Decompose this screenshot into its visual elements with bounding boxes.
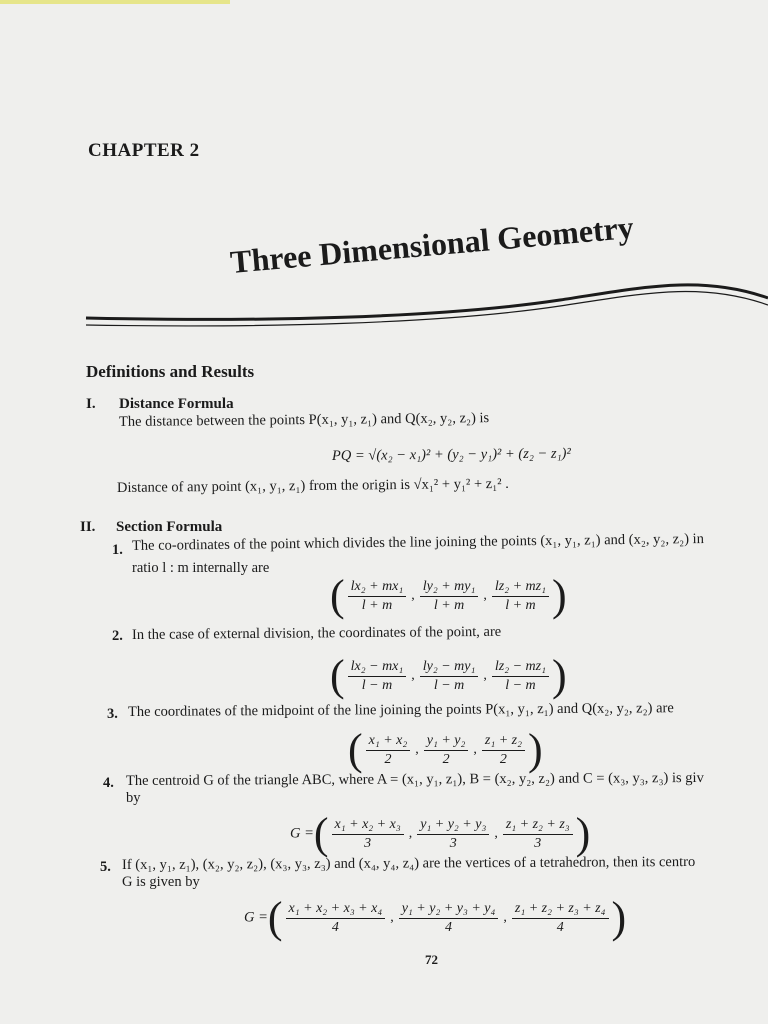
fraction: $\frac{\text{x₁ + x₂ + x₃}}{3}$ — [332, 816, 404, 853]
chapter-label: CHAPTER 2 — [88, 140, 200, 161]
fraction: $\frac{\text{y₁ + y₂ + y₃ + y₄}}{4}$ — [399, 900, 499, 937]
fraction: $\frac{\text{z₁ + z₂ + z₃ + z₄}}{4}$ — [512, 900, 609, 937]
item-4-text: The centroid G of the triangle ABC, where A = (x₁, y₁, z₁), B = (x₂, y₂, z₂) and C = (x₃, y₃, z₃) is giv — [125, 769, 704, 789]
fraction: $\frac{\text{y₁ + y₂}}{2}$ — [424, 732, 469, 769]
chapter-title: Three Dimensional Geometry — [228, 208, 636, 281]
tetrahedron-centroid-formula: G =( $\frac{\text{x₁ + x₂ + x₃ + x₄}}{4}$ , $\frac{\text{y₁ + y₂ + y₃ + y₄}}{4}$ , $\frac{\text{z₁ + z₂ + z₃ + z₄}}{4}$ ) — [244, 893, 627, 942]
item-5-text-cont: G is given by — [122, 874, 200, 890]
fraction: $\frac{\text{x₁ + x₂}}{2}$ — [366, 732, 411, 769]
external-division-formula: ( $\frac{\text{lx₂ − mx₁}}{l - m}$ , $\frac{\text{ly₂ − my₁}}{l - m}$ , $\frac{\text{lz₂ − mz₁}}{l - m}$ ) — [330, 651, 567, 700]
section-heading: Definitions and Results — [86, 362, 255, 381]
close-paren: ) — [551, 571, 567, 620]
item-1-text: The co-ordinates of the point which divides the line joining the points (x₁, y₁, z₁) and (x₂, y₂, z₂) in — [131, 531, 705, 554]
item-3-number: 3. — [107, 706, 118, 722]
item-3-text: The coordinates of the midpoint of the line joining the points P(x₁, y₁, z₁) and Q(x₂, y₂, z₂) are — [127, 700, 674, 720]
fraction: $\frac{\text{z₁ + z₂}}{2}$ — [482, 732, 525, 769]
item-5-number: 5. — [100, 859, 111, 875]
item-4-number: 4. — [103, 775, 114, 791]
item-4-text-cont: by — [126, 790, 141, 806]
fraction: $\frac{\text{ly₂ + my₁}}{l + m}$ — [420, 578, 479, 615]
fraction: $\frac{\text{lx₂ − mx₁}}{l - m}$ — [348, 658, 407, 695]
section-2-heading: Section Formula — [116, 519, 223, 535]
open-paren: ( — [330, 571, 345, 620]
origin-distance-text: Distance of any point (x₁, y₁, z₁) from the origin is √x₁² + y₁² + z₁² . — [116, 475, 509, 496]
internal-division-formula: ( $\frac{\text{lx₂ + mx₁}}{l + m}$ , $\frac{\text{ly₂ + my₁}}{l + m}$ , $\frac{\text{lz₂ + mz₁}}{l + m}$ ) — [330, 571, 567, 620]
fraction: $\frac{\text{z₁ + z₂ + z₃}}{3}$ — [503, 816, 573, 853]
triangle-centroid-formula: G =( $\frac{\text{x₁ + x₂ + x₃}}{3}$ , $\frac{\text{y₁ + y₂ + y₃}}{3}$ , $\frac{\text{z₁ + z₂ + z₃}}{3}$ ) — [290, 809, 591, 858]
item-1-text-cont: ratio l : m internally are — [132, 560, 270, 576]
midpoint-formula: ( $\frac{\text{x₁ + x₂}}{2}$ , $\frac{\text{y₁ + y₂}}{2}$ , $\frac{\text{z₁ + z₂}}{2}$ ) — [348, 725, 543, 774]
distance-formula: PQ = √(x₂ − x₁)² + (y₂ − y₁)² + (z₂ − z₁)² — [331, 445, 571, 464]
fraction: $\frac{\text{x₁ + x₂ + x₃ + x₄}}{4}$ — [286, 900, 386, 937]
item-1-number: 1. — [112, 542, 123, 558]
item-2-text: In the case of external division, the coordinates of the point, are — [131, 623, 502, 643]
fraction: $\frac{\text{lz₂ − mz₁}}{l - m}$ — [492, 658, 549, 695]
item-5-text: If (x₁, y₁, z₁), (x₂, y₂, z₂), (x₃, y₃, z₃) and (x₄, y₄, z₄) are the vertices of a tetrahedron, then its centro — [121, 853, 696, 873]
page-number: 72 — [425, 952, 438, 967]
section-1-heading: Distance Formula — [119, 396, 234, 412]
distance-text: The distance between the points P(x₁, y₁, z₁) and Q(x₂, y₂, z₂) is — [118, 410, 490, 430]
section-2-number: II. — [80, 519, 96, 535]
fraction: $\frac{\text{y₁ + y₂ + y₃}}{3}$ — [417, 816, 489, 853]
fraction: $\frac{\text{lx₂ + mx₁}}{l + m}$ — [348, 578, 407, 615]
title-rule — [0, 0, 768, 360]
fraction: $\frac{\text{lz₂ + mz₁}}{l + m}$ — [492, 578, 549, 615]
section-1-number: I. — [86, 396, 96, 412]
item-2-number: 2. — [112, 628, 123, 644]
fraction: $\frac{\text{ly₂ − my₁}}{l - m}$ — [420, 658, 479, 695]
